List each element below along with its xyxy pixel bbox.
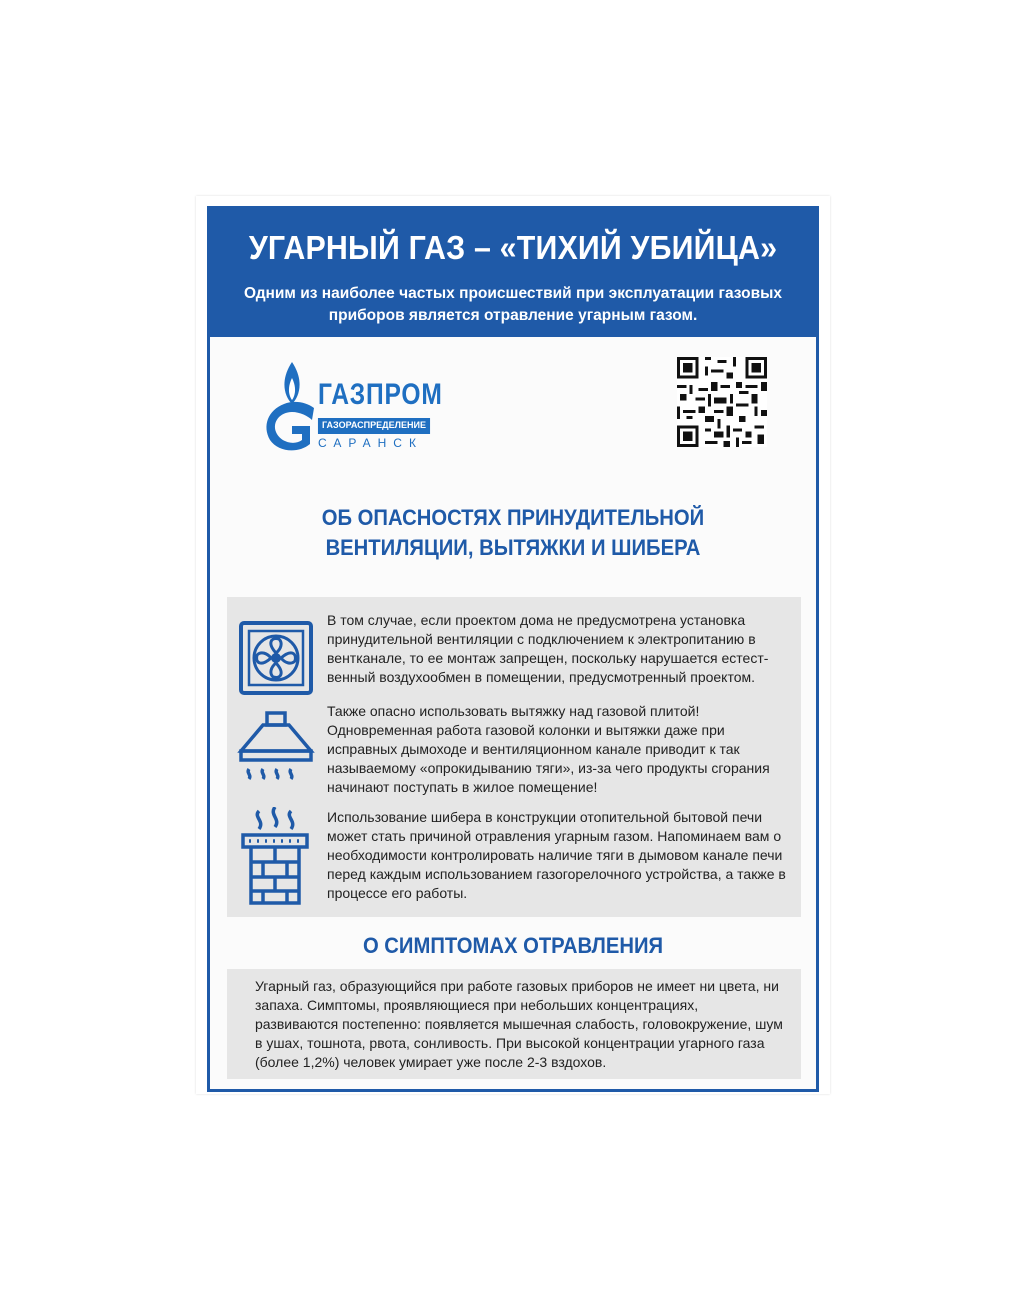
section-title-symptoms: О СИМПТОМАХ ОТРАВЛЕНИЯ xyxy=(362,933,664,958)
qr-code-icon xyxy=(677,357,767,447)
list-item xyxy=(227,805,801,915)
poster-title: УГАРНЫЙ ГАЗ – «ТИХИЙ УБИЙЦА» xyxy=(248,229,778,266)
section-title-text: ОБ ОПАСНОСТЯХ ПРИНУДИТЕЛЬНОЙ ВЕНТИЛЯЦИИ, ВЫТЯЖКИ И ШИБЕРА xyxy=(321,505,705,560)
logo-city: САРАНСК xyxy=(318,436,423,450)
poster-header xyxy=(210,209,816,337)
ventilation-dangers-box xyxy=(227,597,801,917)
damper-warning-text: Использование шибера в конструкции отопительной бытовой печи может стать причиной отравления угарным газом. Напоминаем вам о необходимости контролировать наличие тяги в дымовом канале печи перед каждым использованием газогорелочного устройства, а также в процессе его работы. xyxy=(327,809,786,901)
chimney-smoke-icon xyxy=(237,807,317,907)
logo-brand: ГАЗПРОМ xyxy=(318,378,443,411)
poster-subtitle: Одним из наиболее частых происшествий при эксплуатации газовых приборов является отравление угарным газом. xyxy=(244,285,782,324)
range-hood-icon xyxy=(237,709,317,789)
hood-warning-text: Также опасно использовать вытяжку над газовой плитой! Одновременная работа газовой колонки и вытяжки даже при исправных дымоходе и вентиляционном канале приводит к так называемому «опрокидыванию тяги», из-за чего продукты сгорания начинают поступать в жилое помещение! xyxy=(327,703,770,795)
ventilation-warning-text: В том случае, если проектом дома не предусмотрена установка принудительной вентиляции с подключением к электропитанию в вентканале, то ее монтаж запрещен, поскольку нарушается естест-венный воздухообмен в помещении, предусмотренный проектом. xyxy=(327,612,769,685)
symptoms-box xyxy=(227,969,801,1079)
list-item xyxy=(227,703,801,803)
list-item xyxy=(227,605,801,695)
section-title-ventilation xyxy=(234,503,792,563)
ventilation-fan-icon xyxy=(237,619,317,699)
logo-subtitle: ГАЗОРАСПРЕДЕЛЕНИЕ xyxy=(318,418,430,434)
symptoms-text: Угарный газ, образующийся при работе газовых приборов не имеет ни цвета, ни запаха. Симптомы, проявляющиеся при небольших концентрациях, развиваются постепенно: появляется мышечная слабость, головокружение, шум в ушах, тошнота, рвота, сонливость. При высокой концентрации угарного газа (более 1,2%) человек умирает уже после 2-3 вздохов. xyxy=(255,978,783,1070)
gas-flame-logo-icon xyxy=(258,356,318,456)
gazprom-logo xyxy=(258,356,448,456)
poster xyxy=(207,206,819,1092)
